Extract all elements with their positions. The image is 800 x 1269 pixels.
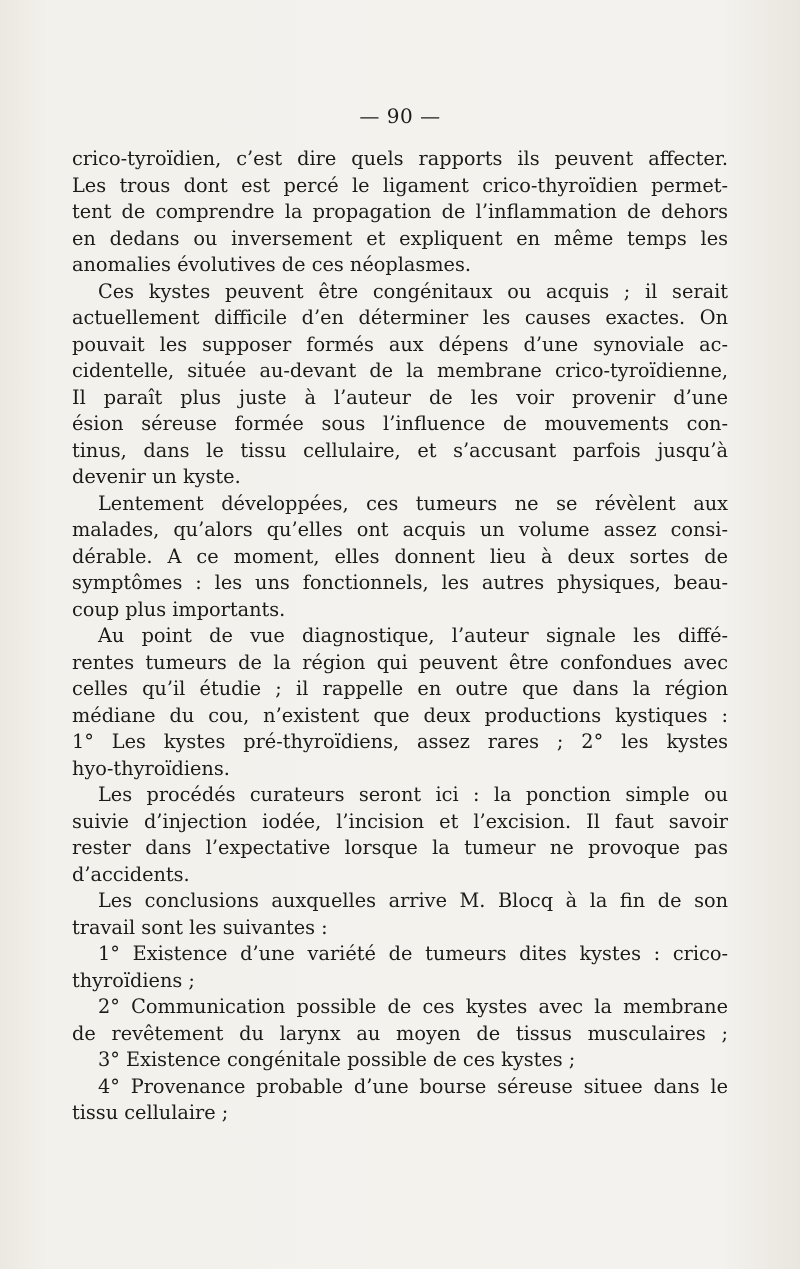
page-number: — 90 —: [359, 104, 441, 128]
text-line: tinus, dans le tissu cellulaire, et s’accusant parfois jusqu’à: [72, 438, 728, 462]
text-line: symptômes : les uns fonctionnels, les autres physiques, beau-: [72, 571, 728, 594]
text-line: Ces kystes peuvent être congénitaux ou acquis ; il serait: [98, 279, 728, 303]
text-line: Il paraît plus juste à l’auteur de les voir provenir d’une: [72, 385, 728, 409]
text-line: Lentement développées, ces tumeurs ne se révèlent aux: [98, 491, 728, 515]
text-line: 3° Existence congénitale possible de ces kystes ;: [98, 1048, 576, 1071]
text-line: de revêtement du larynx au moyen de tissus musculaires ;: [72, 1021, 728, 1045]
text-line: rentes tumeurs de la région qui peuvent être confondues avec: [72, 650, 728, 674]
text-line: médiane du cou, n’existent que deux productions kystiques :: [72, 703, 728, 727]
text-line: hyo-thyroïdiens.: [72, 756, 230, 780]
text-line: travail sont les suivantes :: [72, 915, 328, 939]
text-line: celles qu’il étudie ; il rappelle en outre que dans la région: [72, 677, 728, 700]
text-line: Les conclusions auxquelles arrive M. Blocq à la fin de son: [98, 889, 728, 912]
text-line: 1° Les kystes pré-thyroïdiens, assez rares ; 2° les kystes: [72, 730, 728, 753]
text-line: rester dans l’expectative lorsque la tumeur ne provoque pas: [72, 836, 728, 859]
text-line: 2° Communication possible de ces kystes avec la membrane: [98, 995, 728, 1018]
text-line: devenir un kyste.: [72, 465, 241, 488]
text-line: crico-tyroïdien, c’est dire quels rapports ils peuvent affecter.: [72, 147, 728, 170]
text-line: dérable. A ce moment, elles donnent lieu à deux sortes de: [72, 544, 728, 568]
text-line: 1° Existence d’une variété de tumeurs dites kystes : crico-: [98, 942, 728, 965]
text-line: tent de comprendre la propagation de l’inflammation de dehors: [72, 200, 728, 223]
text-line: Les procédés curateurs seront ici : la ponction simple ou: [98, 783, 728, 806]
text-line: anomalies évolutives de ces néoplasmes.: [72, 253, 471, 276]
text-line: tissu cellulaire ;: [72, 1101, 229, 1124]
text-line: actuellement difficile d’en déterminer les causes exactes. On: [72, 306, 728, 329]
text-line: cidentelle, située au-devant de la membrane crico-tyroïdienne,: [72, 359, 728, 382]
text-line: pouvait les supposer formés aux dépens d’une synoviale ac-: [72, 332, 728, 356]
text-line: en dedans ou inversement et expliquent en même temps les: [72, 226, 728, 250]
text-line: thyroïdiens ;: [72, 968, 195, 992]
text-line: suivie d’injection iodée, l’incision et l’excision. Il faut savoir: [72, 809, 728, 833]
text-line: ésion séreuse formée sous l’influence de mouvements con-: [72, 412, 728, 435]
body-text: [72, 146, 728, 1127]
text-line: d’accidents.: [72, 862, 190, 886]
text-line: 4° Provenance probable d’une bourse séreuse situee dans le: [98, 1074, 728, 1098]
text-line: malades, qu’alors qu’elles ont acquis un volume assez consi-: [72, 518, 728, 541]
text-line: coup plus importants.: [72, 597, 286, 621]
text-line: Au point de vue diagnostique, l’auteur signale les diffé-: [98, 624, 728, 647]
text-line: Les trous dont est percé le ligament crico-thyroïdien permet-: [72, 173, 728, 197]
